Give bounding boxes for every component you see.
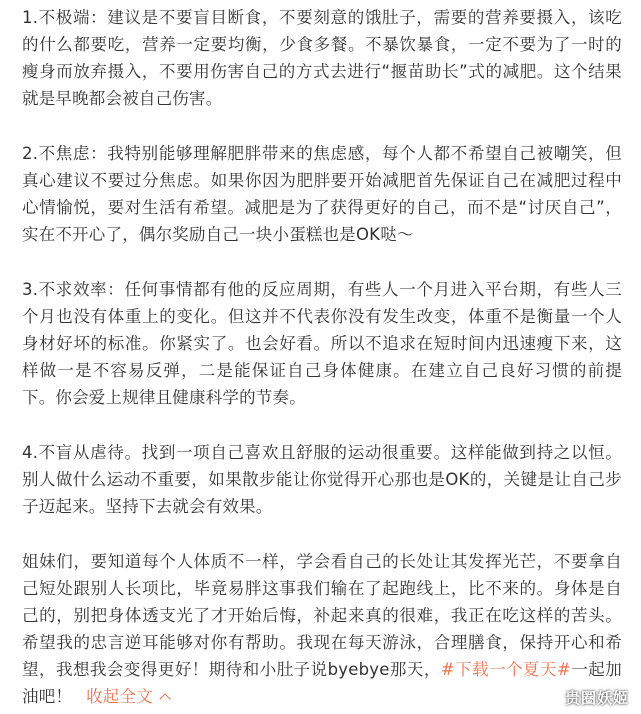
watermark: 贵圈妖姬 bbox=[564, 689, 629, 707]
collapse-label[interactable]: 收起全文 bbox=[86, 687, 153, 706]
paragraph-5-ending: 一起加油吧！ bbox=[22, 660, 622, 706]
paragraph-3: 3.不求效率：任何事情都有他的反应周期，有些人一个月进入平台期，有些人三个月也没有体重上的变化。但这并不代表你没有发生改变，体重不是衡量一个人身材好坏的标准。你紧实了。也会好看。所以不追求在短时间内迅速瘦下来，这样做一是不容易反弹，二是能保证自己身体健康。在建立自己良好习惯的前提下。你会爱上规律且健康科学的节奏。 bbox=[22, 280, 622, 407]
paragraph-5-text: 姐妹们，要知道每个人体质不一样，学会看自己的长处让其发挥光芒，不要拿自己短处跟别人长项比，毕竟易胖这事我们输在了起跑线上，比不来的。身体是自己的，别把身体透支光了才开始后悔，补起来真的很难，我正在吃这样的苦头。希望我的忠言逆耳能够对你有帮助。我现在每天游泳，合理膳食，保持开心和希望，我想我会变得更好！期待和小肚子说byebye那天， bbox=[22, 552, 622, 679]
paragraph-1: 1.不极端：建议是不要盲目断食，不要刻意的饿肚子，需要的营养要摄入，该吃的什么都要吃，营养一定要均衡，少食多餐。不暴饮暴食，一定不要为了一时的瘦身而放弃摄入，不要用伤害自己的方式去进行“揠苗助长”式的减肥。这个结果就是早晚都会被自己伤害。 bbox=[22, 8, 622, 108]
post-body bbox=[22, 4, 622, 710]
chevron-up-icon[interactable] bbox=[159, 693, 170, 704]
paragraph-2: 2.不焦虑：我特别能够理解肥胖带来的焦虑感，每个人都不希望自己被嘲笑，但真心建议不要过分焦虑。如果你因为肥胖要开始减肥首先保证自己在减肥过程中心情愉悦，要对生活有希望。减肥是为了获得更好的自己，而不是“讨厌自己”，实在不开心了，偶尔奖励自己一块小蛋糕也是OK哒～ bbox=[22, 144, 622, 244]
paragraph-5 bbox=[22, 548, 622, 710]
hashtag-link[interactable]: #下载一个夏天# bbox=[440, 660, 572, 679]
paragraph-4: 4.不盲从虐待。找到一项自己喜欢且舒服的运动很重要。这样能做到持之以恒。别人做什么运动不重要，如果散步能让你觉得开心那也是OK的，关键是让自己步子迈起来。坚持下去就会有效果。 bbox=[22, 443, 622, 516]
collapse-text-button[interactable] bbox=[86, 687, 169, 706]
